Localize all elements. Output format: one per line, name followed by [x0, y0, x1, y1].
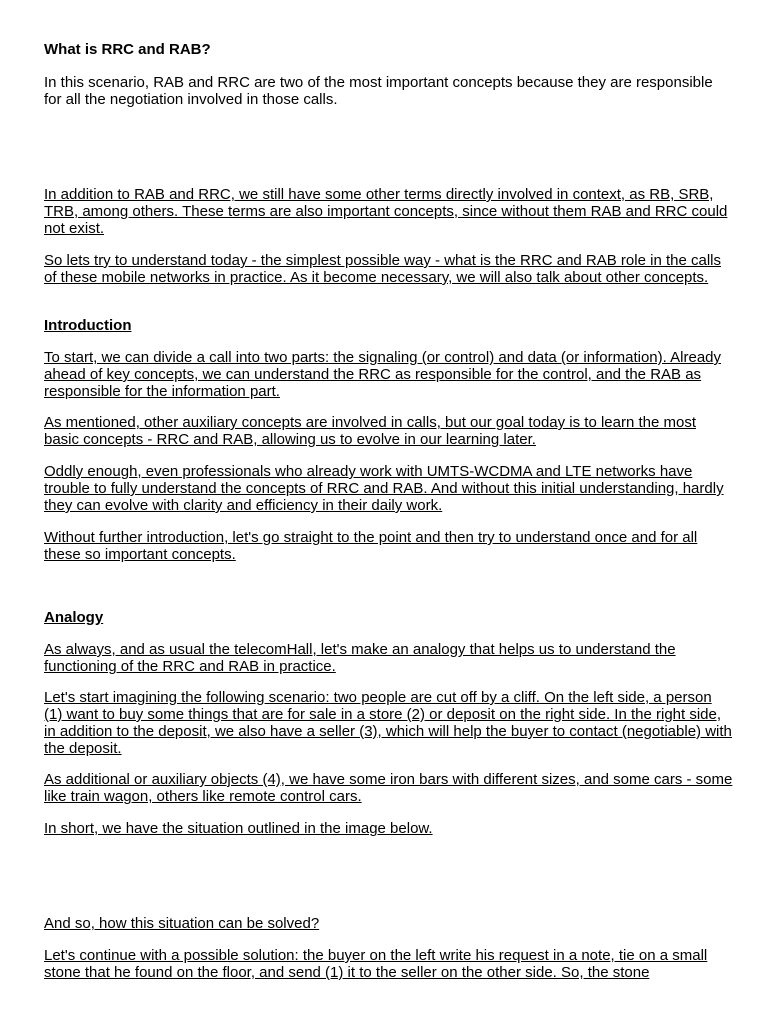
paragraph[interactable]: As mentioned, other auxiliary concepts are involved in calls, but our goal today is to learn the most basic concepts - RRC and RAB, allowing us to evolve in our learning later.	[44, 414, 697, 448]
paragraph[interactable]: As additional or auxiliary objects (4), we have some iron bars with different sizes, and some cars - some like train wagon, others like remote control cars.	[44, 771, 733, 805]
paragraph[interactable]: So lets try to understand today - the simplest possible way - what is the RRC and RAB role in the calls of these mobile networks in practice. As it become necessary, we will also talk about other concepts.	[44, 252, 721, 286]
section-heading-introduction[interactable]: Introduction	[44, 317, 132, 334]
paragraph[interactable]: As always, and as usual the telecomHall, let's make an analogy that helps us to understand the functioning of the RRC and RAB in practice.	[44, 641, 676, 675]
paragraph[interactable]: Without further introduction, let's go straight to the point and then try to understand once and for all these so important concepts.	[44, 529, 698, 563]
intro-paragraph: In this scenario, RAB and RRC are two of the most important concepts because they are responsible for all the negotiation involved in those calls.	[44, 74, 713, 108]
paragraph[interactable]: Oddly enough, even professionals who already work with UMTS-WCDMA and LTE networks have trouble to fully understand the concepts of RRC and RAB. And without this initial understanding, hardly they can evolve with clarity and efficiency in their daily work.	[44, 463, 724, 514]
paragraph[interactable]: In short, we have the situation outlined in the image below.	[44, 820, 433, 837]
paragraph[interactable]: Let's start imagining the following scenario: two people are cut off by a cliff. On the left side, a person (1) want to buy some things that are for sale in a store (2) or deposit on the right side. In the right side, in addition to the deposit, we also have a seller (3), which will help the buyer to contact (negotiable) with the deposit.	[44, 689, 732, 757]
document-title: What is RRC and RAB?	[44, 41, 211, 58]
paragraph[interactable]: And so, how this situation can be solved?	[44, 915, 320, 932]
paragraph[interactable]: Let's continue with a possible solution: the buyer on the left write his request in a note, tie on a small stone that he found on the floor, and send (1) it to the seller on the other side. So, the stone	[44, 947, 708, 981]
paragraph[interactable]: In addition to RAB and RRC, we still have some other terms directly involved in context, as RB, SRB, TRB, among others. These terms are also important concepts, since without them RAB and RRC could not exist.	[44, 186, 728, 237]
paragraph[interactable]: To start, we can divide a call into two parts: the signaling (or control) and data (or information). Already ahead of key concepts, we can understand the RRC as responsible for the control, and the RAB as responsible for the information part.	[44, 349, 721, 400]
section-heading-analogy[interactable]: Analogy	[44, 609, 104, 626]
